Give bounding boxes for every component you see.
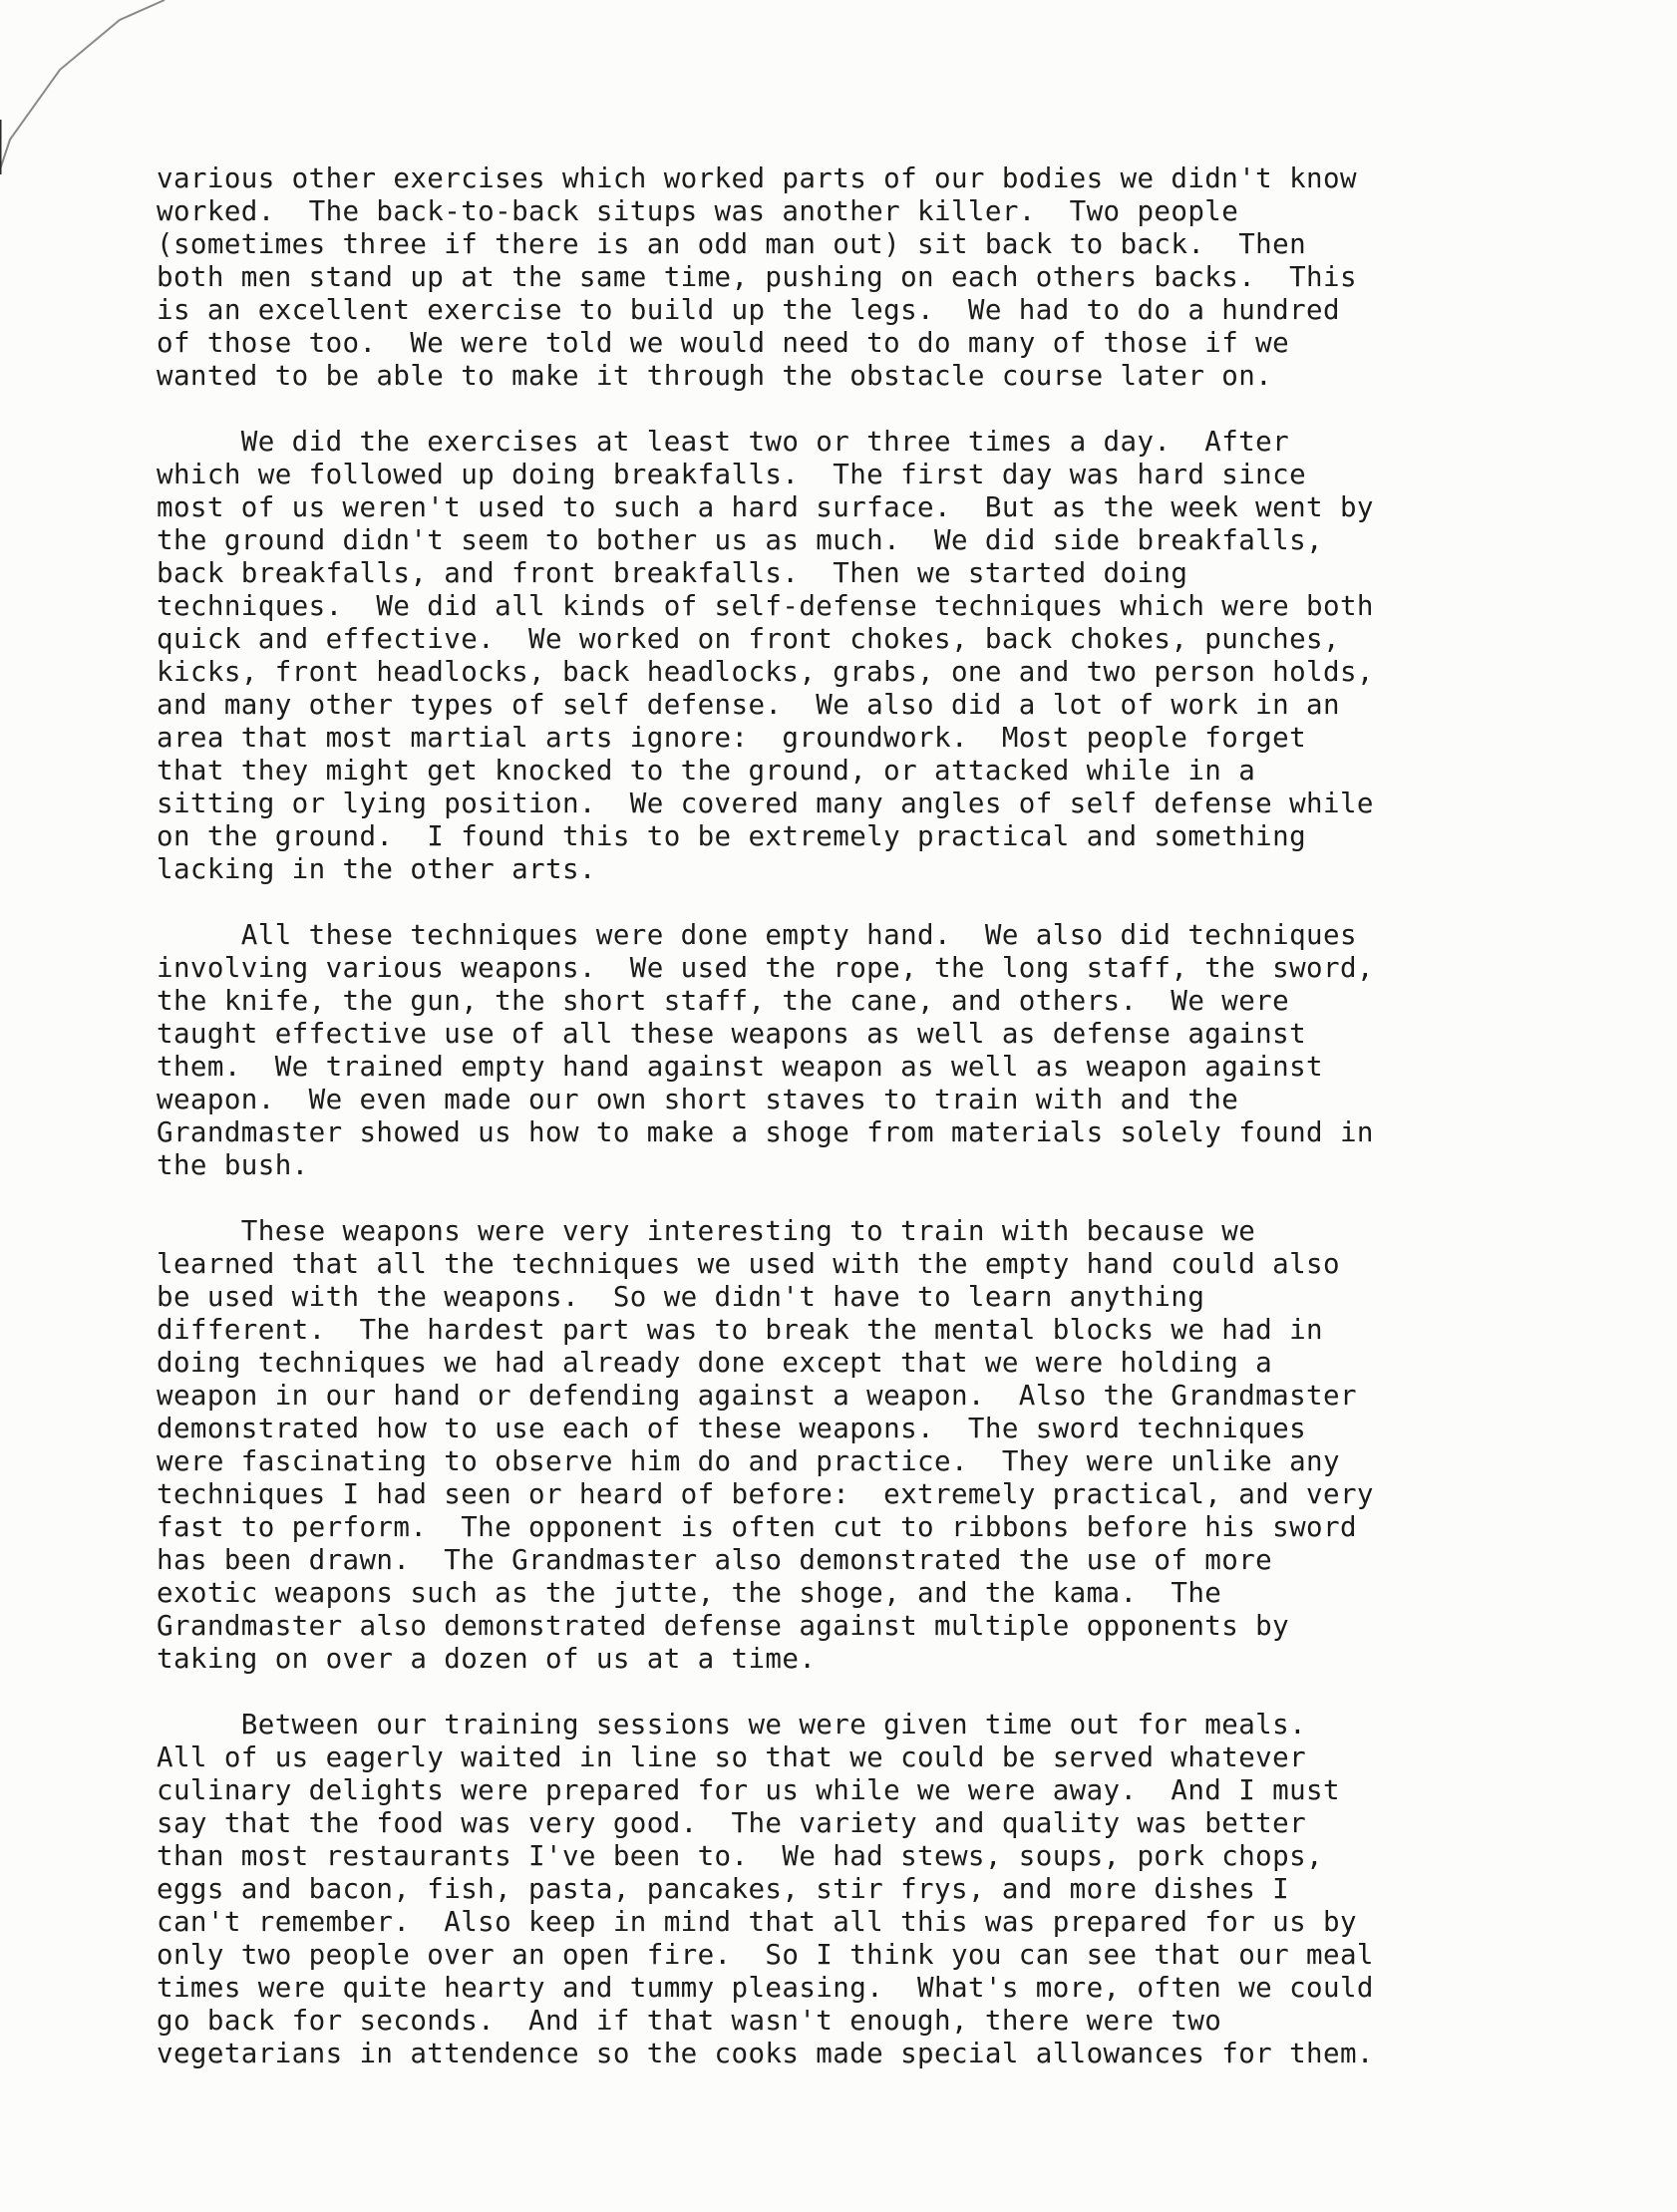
- text-line: can't remember. Also keep in mind that all this was prepared for us by: [157, 1906, 1357, 1938]
- text-line: the bush.: [157, 1149, 309, 1181]
- text-line: Grandmaster also demonstrated defense against multiple opponents by: [157, 1610, 1290, 1642]
- text-line: is an excellent exercise to build up the legs. We had to do a hundred: [157, 294, 1340, 326]
- text-line: the knife, the gun, the short staff, the cane, and others. We were: [157, 985, 1290, 1017]
- document-body: [157, 162, 1622, 2070]
- text-line: only two people over an open fire. So I think you can see that our meal: [157, 1939, 1374, 1971]
- text-line: various other exercises which worked parts of our bodies we didn't know: [157, 162, 1357, 194]
- text-line: than most restaurants I've been to. We had stews, soups, pork chops,: [157, 1840, 1323, 1872]
- text-line: worked. The back-to-back situps was another killer. Two people: [157, 195, 1239, 227]
- text-line: Between our training sessions we were given time out for meals.: [157, 1709, 1307, 1740]
- text-line: both men stand up at the same time, pushing on each others backs. This: [157, 261, 1357, 293]
- paragraph: [157, 1709, 1622, 2070]
- text-line: sitting or lying position. We covered many angles of self defense while: [157, 788, 1374, 819]
- text-line: taking on over a dozen of us at a time.: [157, 1643, 817, 1675]
- paragraph: [157, 426, 1622, 886]
- text-line: say that the food was very good. The variety and quality was better: [157, 1807, 1307, 1839]
- text-line: were fascinating to observe him do and practice. They were unlike any: [157, 1445, 1340, 1477]
- text-line: All these techniques were done empty hand. We also did techniques: [157, 919, 1357, 951]
- text-line: weapon. We even made our own short staves to train with and the: [157, 1084, 1239, 1115]
- text-line: lacking in the other arts.: [157, 853, 596, 885]
- paragraph: [157, 162, 1622, 393]
- text-line: area that most martial arts ignore: groundwork. Most people forget: [157, 722, 1307, 754]
- text-line: different. The hardest part was to break the mental blocks we had in: [157, 1314, 1323, 1346]
- text-line: which we followed up doing breakfalls. The first day was hard since: [157, 459, 1307, 490]
- text-line: All of us eagerly waited in line so that we could be served whatever: [157, 1741, 1307, 1773]
- text-line: vegetarians in attendence so the cooks made special allowances for them.: [157, 2038, 1374, 2069]
- text-line: involving various weapons. We used the rope, the long staff, the sword,: [157, 952, 1374, 984]
- text-line: demonstrated how to use each of these weapons. The sword techniques: [157, 1413, 1307, 1444]
- text-line: and many other types of self defense. We also did a lot of work in an: [157, 689, 1340, 721]
- text-line: most of us weren't used to such a hard surface. But as the week went by: [157, 491, 1374, 523]
- text-line: weapon in our hand or defending against a weapon. Also the Grandmaster: [157, 1380, 1357, 1412]
- text-line: that they might get knocked to the ground, or attacked while in a: [157, 755, 1256, 787]
- text-line: taught effective use of all these weapons as well as defense against: [157, 1018, 1307, 1050]
- text-line: culinary delights were prepared for us while we were away. And I must: [157, 1774, 1340, 1806]
- text-line: the ground didn't seem to bother us as much. We did side breakfalls,: [157, 524, 1323, 556]
- text-line: techniques. We did all kinds of self-defense techniques which were both: [157, 590, 1374, 622]
- text-line: back breakfalls, and front breakfalls. Then we started doing: [157, 557, 1188, 589]
- text-line: techniques I had seen or heard of before: extremely practical, and very: [157, 1478, 1374, 1510]
- text-line: has been drawn. The Grandmaster also demonstrated the use of more: [157, 1544, 1273, 1576]
- text-line: on the ground. I found this to be extremely practical and something: [157, 820, 1307, 852]
- paragraph: [157, 919, 1622, 1182]
- text-line: fast to perform. The opponent is often cut to ribbons before his sword: [157, 1511, 1357, 1543]
- text-line: go back for seconds. And if that wasn't enough, there were two: [157, 2005, 1222, 2037]
- text-line: kicks, front headlocks, back headlocks, grabs, one and two person holds,: [157, 656, 1374, 688]
- text-line: be used with the weapons. So we didn't have to learn anything: [157, 1281, 1205, 1313]
- text-line: times were quite hearty and tummy pleasing. What's more, often we could: [157, 1972, 1374, 2004]
- text-line: eggs and bacon, fish, pasta, pancakes, stir frys, and more dishes I: [157, 1873, 1290, 1905]
- text-line: exotic weapons such as the jutte, the shoge, and the kama. The: [157, 1577, 1222, 1609]
- text-line: learned that all the techniques we used with the empty hand could also: [157, 1248, 1340, 1280]
- text-line: These weapons were very interesting to train with because we: [157, 1215, 1256, 1247]
- text-line: doing techniques we had already done except that we were holding a: [157, 1347, 1273, 1379]
- paragraph: [157, 1215, 1622, 1676]
- text-line: quick and effective. We worked on front chokes, back chokes, punches,: [157, 623, 1340, 655]
- text-line: We did the exercises at least two or three times a day. After: [157, 426, 1290, 458]
- text-line: of those too. We were told we would need to do many of those if we: [157, 327, 1290, 359]
- text-line: (sometimes three if there is an odd man out) sit back to back. Then: [157, 228, 1307, 260]
- text-line: Grandmaster showed us how to make a shoge from materials solely found in: [157, 1116, 1374, 1148]
- text-line: them. We trained empty hand against weapon as well as weapon against: [157, 1051, 1323, 1083]
- text-line: wanted to be able to make it through the obstacle course later on.: [157, 360, 1273, 392]
